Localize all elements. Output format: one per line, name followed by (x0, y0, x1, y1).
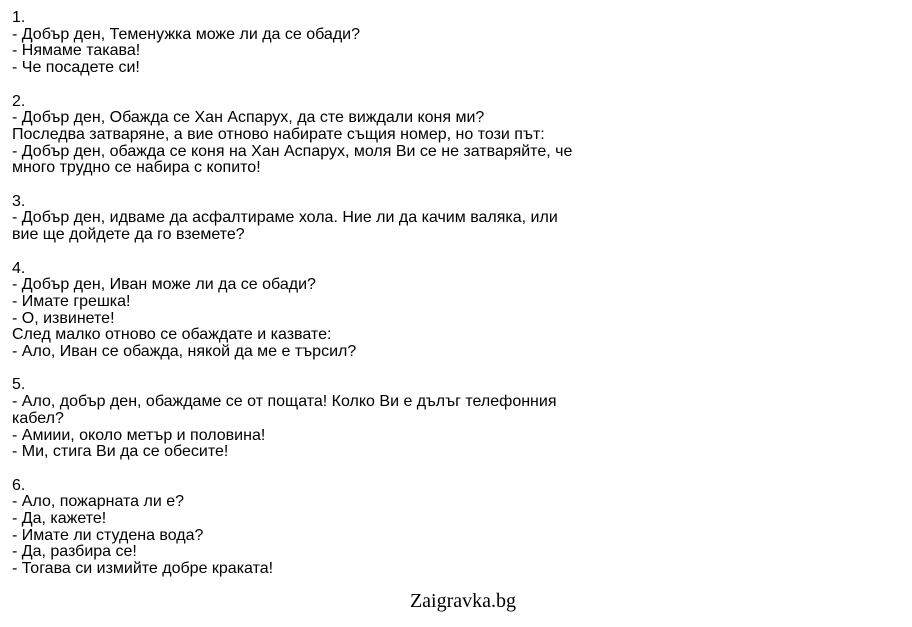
joke-3 (12, 194, 892, 244)
joke-number: 4. (12, 259, 26, 277)
joke-line: - Че посадете си! (12, 59, 140, 77)
joke-4 (12, 261, 892, 361)
joke-line: - Добър ден, обажда се коня на Хан Аспарух, моля Ви се не затваряйте, че много трудно се набира с копито! (12, 142, 577, 177)
joke-line: След малко отново се обаждате и казвате: (12, 326, 332, 344)
joke-line: - Добър ден, Иван може ли да се обади? (12, 276, 316, 294)
joke-number: 5. (12, 376, 26, 394)
joke-line: - Добър ден, Обажда се Хан Аспарух, да сте виждали коня ми? (12, 109, 485, 127)
joke-line: - Нямаме такава! (12, 42, 141, 60)
joke-number: 2. (12, 92, 26, 110)
joke-line: - Ало, Иван се обажда, някой да ме е търсил? (12, 343, 357, 361)
joke-line: - Имате грешка! (12, 292, 131, 310)
joke-line: - Добър ден, Теменужка може ли да се обади? (12, 25, 360, 43)
joke-line: - Ми, стига Ви да се обесите! (12, 443, 229, 461)
joke-line: - О, извинете! (12, 309, 115, 327)
joke-number: 3. (12, 192, 26, 210)
joke-number: 1. (12, 9, 26, 26)
joke-line: - Ало, добър ден, обаждаме се от пощата! Колко Ви е дълъг телефонния кабел? (12, 393, 561, 427)
joke-line: - Да, кажете! (12, 510, 107, 528)
joke-number: 6. (12, 476, 26, 494)
jokes-list (12, 10, 892, 595)
joke-2 (12, 94, 892, 178)
joke-1 (12, 10, 892, 77)
joke-line: - Имате ли студена вода? (12, 526, 204, 544)
joke-line: - Добър ден, идваме да асфалтираме хола. Ние ли да качим валяка, или вие ще дойдете да го вземете? (12, 209, 563, 244)
joke-6 (12, 478, 892, 578)
joke-line: - Тогава си измийте добре краката! (12, 560, 274, 578)
joke-line: - Амиии, около метър и половина! (12, 426, 266, 444)
joke-line: - Ало, пожарната ли е? (12, 493, 185, 511)
joke-line: - Да, разбира се! (12, 543, 137, 561)
joke-line: Последва затваряне, а вие отново набирате същия номер, но този път: (12, 125, 545, 143)
site-watermark: Zaigravka.bg (409, 590, 517, 612)
joke-5 (12, 377, 892, 461)
